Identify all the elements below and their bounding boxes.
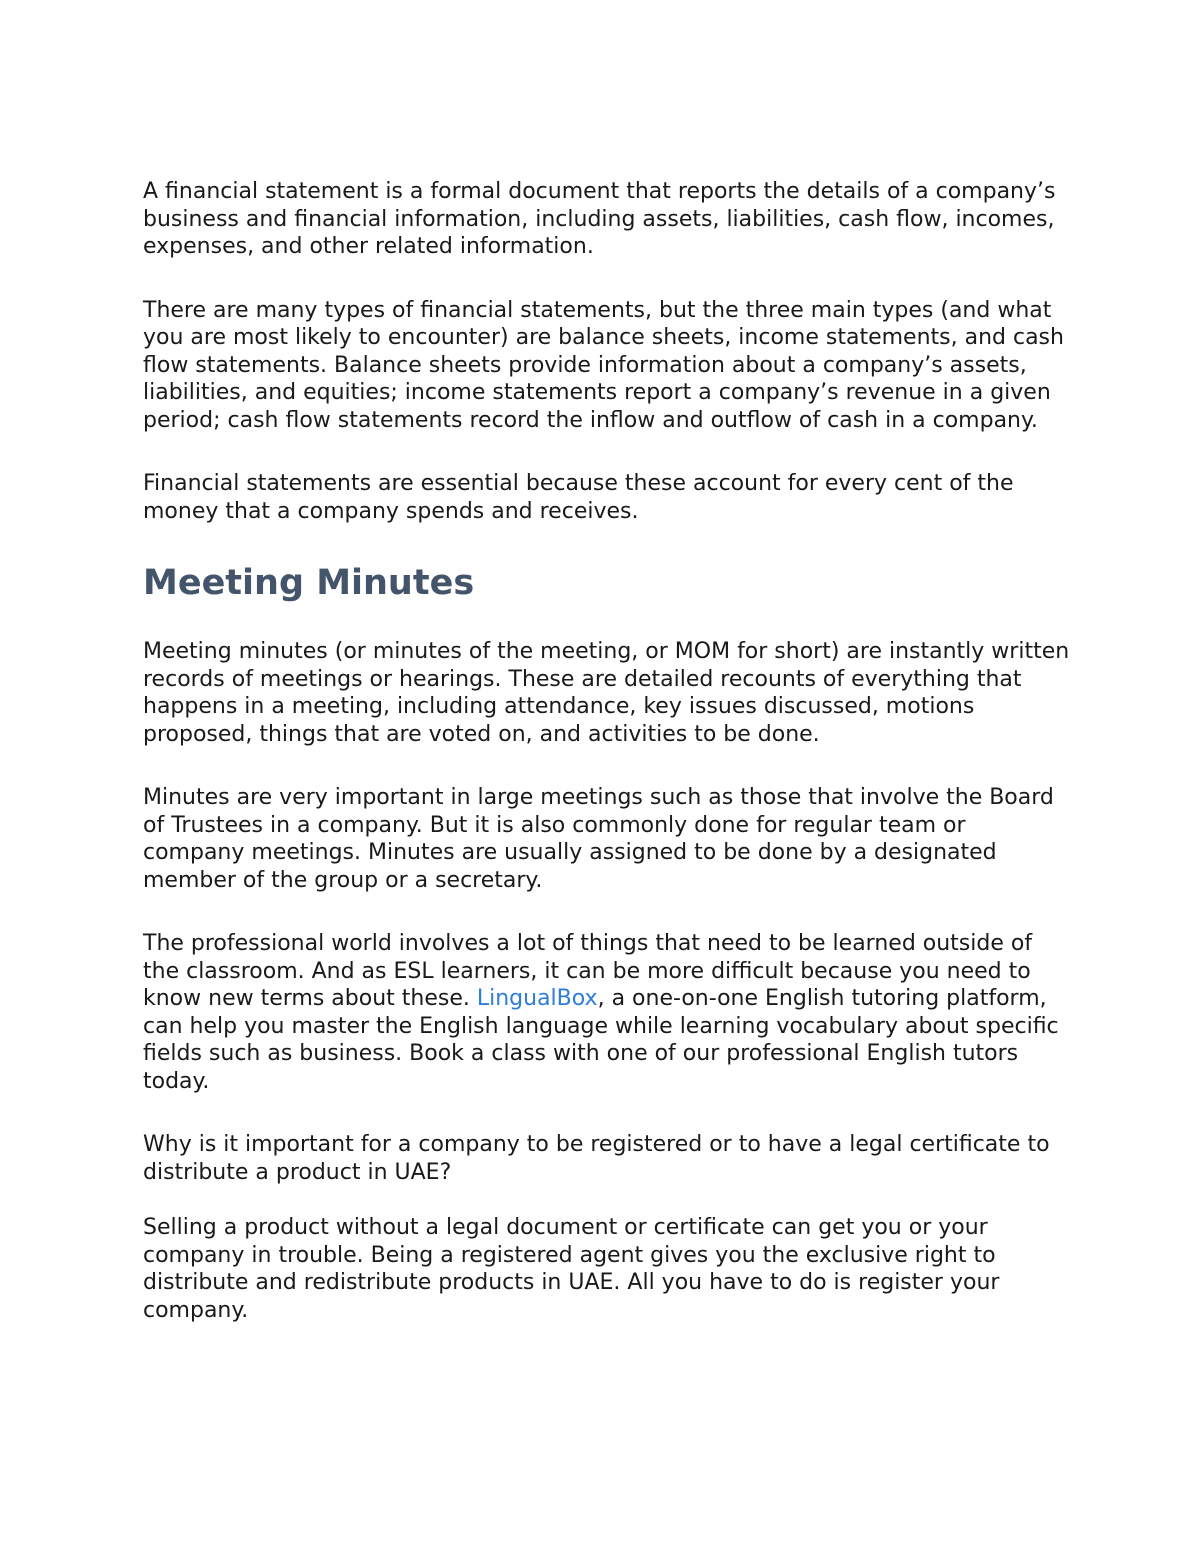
document-body (143, 178, 1073, 1360)
promo-text-before-link: The professional world involves a lot of things that need to be learned outside of the classroom. And as ESL learners, it can be more difficult because you need to know new terms about these. (143, 931, 1033, 1011)
paragraph-meeting-minutes-importance: Minutes are very important in large meetings such as those that involve the Board of Trustees in a company. But it is also commonly done for regular team or company meetings. Minutes are usually assigned to be done by a designated member of the group or a secretary. (143, 785, 1054, 893)
paragraph-financial-statement-types: There are many types of financial statements, but the three main types (and what you are most likely to encounter) are balance sheets, income statements, and cash flow statements. Balance sheets provide information about a company’s assets, liabilities, and equities; income statements report a company’s revenue in a given period; cash flow statements record the inflow and outflow of cash in a company. (143, 297, 1064, 433)
paragraph-financial-statement-definition: A financial statement is a formal document that reports the details of a company’s business and financial information, including assets, liabilities, cash flow, incomes, expenses, and other related information. (143, 179, 1056, 259)
paragraph-question: Why is it important for a company to be registered or to have a legal certificate to distribute a product in UAE? (143, 1132, 1050, 1185)
paragraph-lingualbox-promo (143, 930, 1073, 1095)
section-heading-meeting-minutes: Meeting Minutes (143, 563, 475, 603)
paragraph-meeting-minutes-definition: Meeting minutes (or minutes of the meeting, or MOM for short) are instantly written records of meetings or hearings. These are detailed recounts of everything that happens in a meeting, including attendance, key issues discussed, motions proposed, things that are voted on, and activities to be done. (143, 639, 1070, 747)
promo-text-after-link: , a one-on-one English tutoring platform, can help you master the English language while learning vocabulary about specific fields such as business. Book a class with one of our professional English tutors today. (143, 986, 1059, 1094)
paragraph-answer: Selling a product without a legal document or certificate can get you or your company in trouble. Being a registered agent gives you the exclusive right to distribute and redistribute products in UAE. All you have to do is register your company. (143, 1215, 1000, 1323)
paragraph-financial-statement-importance: Financial statements are essential because these account for every cent of the money that a company spends and receives. (143, 471, 1014, 524)
lingualbox-link[interactable]: LingualBox (476, 986, 598, 1011)
